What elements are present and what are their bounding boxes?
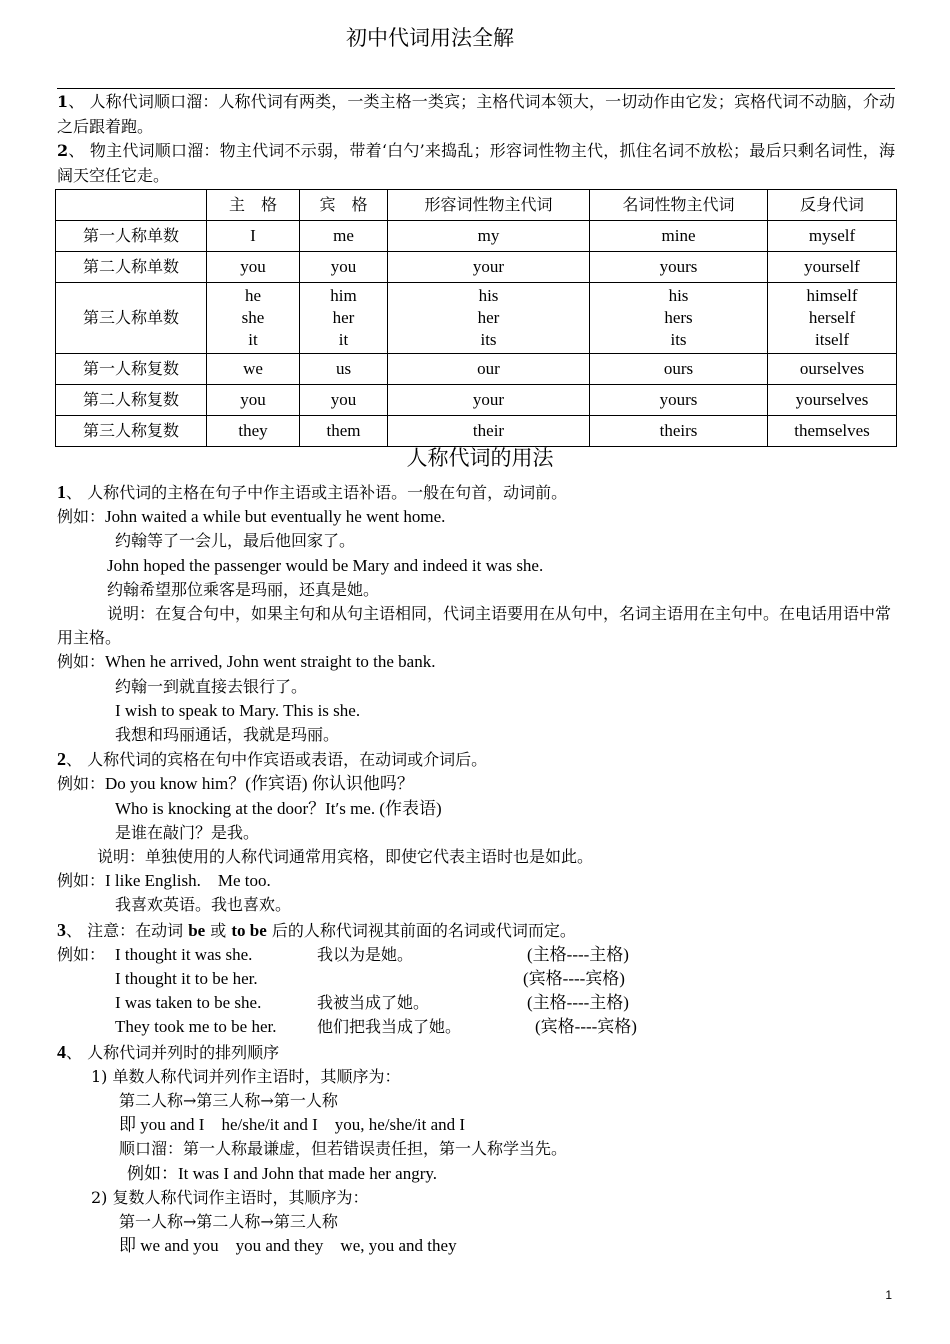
example-english: Do you know him？(作宾语) 你认识他吗？ xyxy=(105,774,414,794)
usage-content xyxy=(57,480,899,1259)
table-header-row xyxy=(56,190,897,221)
heading-text: 、 人称代词的主格在句子中作主语或主语补语。一般在句首，动词前。 xyxy=(66,483,568,502)
cell-line: his xyxy=(478,286,499,305)
example-line xyxy=(57,869,899,893)
example-english: John waited a while but eventually he went home. xyxy=(105,507,446,527)
page-number: 1 xyxy=(885,1288,892,1302)
table-row-label: 第三人称复数 xyxy=(56,416,207,447)
example-prefix: 例如： xyxy=(57,871,106,891)
keyword-be: be xyxy=(188,920,206,940)
table-row xyxy=(56,221,897,252)
example-prefix: 例如： xyxy=(57,774,106,794)
example-prefix: 例如： xyxy=(57,507,106,527)
example-english: I thought it was she. xyxy=(115,944,253,964)
example-prefix: 例如： xyxy=(57,944,106,964)
paragraph-number: 2 xyxy=(57,141,69,160)
table-row xyxy=(56,416,897,447)
cell-line: hers xyxy=(664,308,693,327)
table-cell: your xyxy=(388,252,590,283)
title-divider xyxy=(57,88,895,89)
example-english: When he arrived, John went straight to the bank. xyxy=(105,652,436,672)
table-cell: yours xyxy=(590,252,768,283)
table-header-cell: 名词性物主代词 xyxy=(590,190,768,221)
table-cell xyxy=(300,283,388,354)
note-paragraph: 说明：单独使用的人称代词通常用宾格，即使它代表主语时也是如此。 xyxy=(97,847,594,867)
example-translation: 是谁在敲门？是我。 xyxy=(115,822,260,842)
table-cell: we xyxy=(207,354,300,385)
case-label: (宾格----宾格) xyxy=(523,969,625,989)
case-example-row xyxy=(57,1015,899,1039)
table-cell: I xyxy=(207,221,300,252)
table-cell: them xyxy=(300,416,388,447)
mnemonic-line: 顺口溜：第一人称最谦虚，但若错误责任担，第一人称学当先。 xyxy=(119,1139,568,1159)
table-cell: ourselves xyxy=(768,354,897,385)
mnemonic-paragraph-1 xyxy=(57,90,895,139)
table-cell: yourself xyxy=(768,252,897,283)
section-3-heading xyxy=(57,918,899,943)
heading-text: 或 xyxy=(205,920,232,940)
table-cell xyxy=(768,283,897,354)
pronoun-table xyxy=(55,189,897,447)
cell-line: her xyxy=(332,308,355,327)
order-rule: 第一人称→第二人称→第三人称 xyxy=(119,1212,338,1232)
cell-line: his xyxy=(668,286,689,305)
note-paragraph: 说明：在复合句中，如果主句和从句主语相同，代词主语要用在从句中，名词主语用在主句中。在电话用语中常用主格。 xyxy=(57,604,892,648)
example-english: Who is knocking at the door？It′s me. (作表语) xyxy=(115,798,442,818)
cell-line: it xyxy=(248,330,258,349)
table-header-cell: 形容词性物主代词 xyxy=(388,190,590,221)
case-example-row xyxy=(57,943,899,967)
table-cell: their xyxy=(388,416,590,447)
table-cell: you xyxy=(300,385,388,416)
section-2-heading xyxy=(57,747,899,772)
order-rule: 第二人称→第三人称→第一人称 xyxy=(119,1091,338,1111)
example-translation: 我想和玛丽通话，我就是玛丽。 xyxy=(115,725,340,745)
example-english: They took me to be her. xyxy=(115,1017,277,1037)
case-label: (主格----主格) xyxy=(527,993,629,1013)
table-cell: themselves xyxy=(768,416,897,447)
table-cell: they xyxy=(207,416,300,447)
case-example-row xyxy=(57,991,899,1015)
example-english: John hoped the passenger would be Mary and indeed it was she. xyxy=(107,555,544,575)
cell-line: him xyxy=(330,286,357,305)
example-translation: 我以为是她。 xyxy=(317,944,414,964)
example-prefix: 例如： xyxy=(57,652,106,672)
section-number: 3 xyxy=(57,919,66,940)
keyword-to-be: to be xyxy=(231,920,267,940)
paragraph-number: 1 xyxy=(57,92,69,111)
example-translation: 他们把我当成了她。 xyxy=(317,1017,462,1037)
example-translation: 约翰希望那位乘客是玛丽，还真是她。 xyxy=(107,579,380,599)
table-cell: theirs xyxy=(590,416,768,447)
table-row-third-singular xyxy=(56,283,897,354)
section-number: 1 xyxy=(57,482,66,502)
table-row-label: 第一人称复数 xyxy=(56,354,207,385)
subsection-heading: 2) 复数人称代词作主语时，其顺序为： xyxy=(91,1187,369,1207)
table-cell: my xyxy=(388,221,590,252)
document-title: 初中代词用法全解 xyxy=(346,26,514,50)
table-cell: you xyxy=(300,252,388,283)
table-cell: you xyxy=(207,252,300,283)
example-line xyxy=(57,505,899,529)
section-1-heading xyxy=(57,480,899,505)
table-header-cell: 主 格 xyxy=(207,190,300,221)
example-line xyxy=(57,772,899,796)
case-example-row xyxy=(57,967,899,991)
heading-text: 、 人称代词的宾格在句中作宾语或表语，在动词或介词后。 xyxy=(66,750,488,770)
cell-line: its xyxy=(480,330,497,349)
table-row xyxy=(56,385,897,416)
heading-text: 、 人称代词并列时的排列顺序 xyxy=(66,1042,280,1062)
table-row-label: 第一人称单数 xyxy=(56,221,207,252)
order-examples: 即 you and I he/she/it and I you, he/she/it and I xyxy=(119,1115,466,1135)
table-cell: myself xyxy=(768,221,897,252)
table-cell: mine xyxy=(590,221,768,252)
example-translation: 约翰一到就直接去银行了。 xyxy=(115,676,308,696)
cell-line: he xyxy=(244,286,262,305)
case-label: (主格----主格) xyxy=(527,944,629,964)
table-row-label: 第二人称单数 xyxy=(56,252,207,283)
table-cell xyxy=(590,283,768,354)
order-examples: 即 we and you you and they we, you and they xyxy=(119,1236,457,1256)
example-english: I was taken to be she. xyxy=(115,993,262,1013)
case-label: (宾格----宾格) xyxy=(535,1017,637,1037)
paragraph-text: 、 人称代词顺口溜：人称代词有两类，一类主格一类宾；主格代词本领大，一切动作由它发；宾格代词不动脑，介动之后跟着跑。 xyxy=(57,92,895,136)
table-cell xyxy=(207,283,300,354)
section-number: 4 xyxy=(57,1041,66,1062)
subsection-heading: 1) 单数人称代词并列作主语时，其顺序为： xyxy=(91,1066,401,1086)
table-cell xyxy=(388,283,590,354)
table-header-cell: 宾 格 xyxy=(300,190,388,221)
table-header-cell xyxy=(56,190,207,221)
table-row xyxy=(56,354,897,385)
table-cell: our xyxy=(388,354,590,385)
example-translation: 我喜欢英语。我也喜欢。 xyxy=(115,895,292,915)
example-translation: 我被当成了她。 xyxy=(317,993,430,1013)
cell-line: himself xyxy=(806,286,858,305)
mnemonic-paragraph-2 xyxy=(57,139,895,188)
table-header-cell: 反身代词 xyxy=(768,190,897,221)
table-cell: yourselves xyxy=(768,385,897,416)
table-row xyxy=(56,252,897,283)
table-cell: ours xyxy=(590,354,768,385)
cell-line: it xyxy=(338,330,349,349)
example-english: I thought it to be her. xyxy=(115,969,258,989)
section-title: 人称代词的用法 xyxy=(406,446,554,470)
example-english: 例如：It was I and John that made her angry. xyxy=(127,1163,438,1183)
table-cell: you xyxy=(207,385,300,416)
example-translation: 约翰等了一会儿，最后他回家了。 xyxy=(115,531,356,551)
table-row-label: 第二人称复数 xyxy=(56,385,207,416)
paragraph-text: 、 物主代词顺口溜：物主代词不示弱，带着‘白勺’来捣乱；形容词性物主代，抓住名词不放松；最后只剩名词性，海阔天空任它走。 xyxy=(57,141,895,185)
table-cell: yours xyxy=(590,385,768,416)
table-cell: me xyxy=(300,221,388,252)
cell-line: her xyxy=(477,308,500,327)
example-english: I wish to speak to Mary. This is she. xyxy=(115,700,361,720)
heading-text: 后的人称代词视其前面的名词或代词而定。 xyxy=(266,920,576,940)
section-4-heading xyxy=(57,1040,899,1065)
heading-text: 、 注意：在动词 xyxy=(66,920,189,940)
cell-line: itself xyxy=(815,330,849,349)
table-cell: us xyxy=(300,354,388,385)
cell-line: she xyxy=(241,308,265,327)
section-number: 2 xyxy=(57,749,66,770)
table-cell: your xyxy=(388,385,590,416)
example-line xyxy=(57,650,899,674)
cell-line: herself xyxy=(808,308,856,327)
table-row-label: 第三人称单数 xyxy=(56,283,207,354)
cell-line: its xyxy=(670,330,687,349)
mnemonic-intro xyxy=(57,90,895,188)
example-english: I like English. Me too. xyxy=(105,871,271,891)
